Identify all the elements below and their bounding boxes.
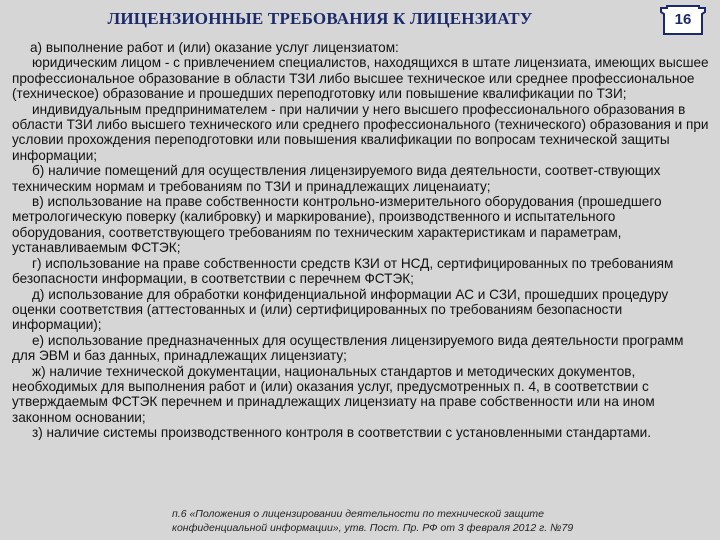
paragraph-z: з) наличие системы производственного контроля в соответствии с установленными стандартами.	[32, 425, 652, 441]
paragraph-individual: индивидуальным предпринимателем - при наличии у него высшего профессионального образования в области ТЗИ либо высшего технического или среднего профессионального (технического) образования и при условии прохождения переподготовки или повышения квалификации по вопросам технической защиты информации;	[12, 101, 709, 163]
requirements-text	[12, 40, 710, 441]
paragraph-g: г) использование на праве собственности средств КЗИ от НСД, сертифицированных по требованиям безопасности информации, в соответствии с перечнем ФСТЭК;	[12, 255, 674, 287]
paragraph-zh: ж) наличие технической документации, национальных стандартов и методических документов, необходимых для выполнения работ и (или) оказания услуг, предусмотренных п. 4, в соответствии с утверждаемым ФСТЭК перечнем и принадлежащих лицензиату на праве собственности или на ином законном основании;	[12, 363, 655, 425]
paragraph-e: е) использование предназначенных для осуществления лицензируемого вида деятельности программ для ЭВМ и баз данных, принадлежащих лицензиату;	[12, 332, 684, 364]
page-number: 16	[674, 11, 692, 28]
paragraph-d: д) использование для обработки конфиденциальной информации АС и СЗИ, прошедших процедуру оценки соответствия (аттестованных и (или) сертифицированных по требованиям безопасности информации);	[12, 286, 669, 333]
paragraph-legal-entity: юридическим лицом - с привлечением специалистов, находящихся в штате лицензиата, имеющих высшее профессиональное образование в области ТЗИ либо высшее техническое или среднее профессиональное (техническое) образование и прошедших переподготовку или повышение квалификации по ТЗИ;	[12, 55, 709, 102]
paragraph-a: а) выполнение работ и (или) оказание услуг лицензиатом:	[30, 40, 399, 55]
slide-title: ЛИЦЕНЗИОННЫЕ ТРЕБОВАНИЯ К ЛИЦЕНЗИАТУ	[107, 9, 533, 28]
paragraph-b: б) наличие помещений для осуществления лицензируемого вида деятельности, соответ-ствующих техническим нормам и требованиям по ТЗИ и принадлежащих лиценаиату;	[12, 163, 661, 194]
footnote-line-1: п.6 «Положения о лицензировании деятельности по технической защите	[172, 508, 545, 520]
source-footnote	[172, 507, 692, 535]
paragraph-v: в) использование на праве собственности контрольно-измерительного оборудования (прошедшего метрологическую поверку (калибровку) и маркирование), производственного и испытательного оборудования, соответствующего требованиям по техническим характеристикам и параметрам, устанавливаемым ФСТЭК;	[12, 194, 662, 256]
footnote-line-2: конфиденциальной информации», утв. Пост. Пр. РФ от 3 февраля 2012 г. №79	[172, 522, 574, 534]
page-number-badge	[659, 4, 707, 36]
